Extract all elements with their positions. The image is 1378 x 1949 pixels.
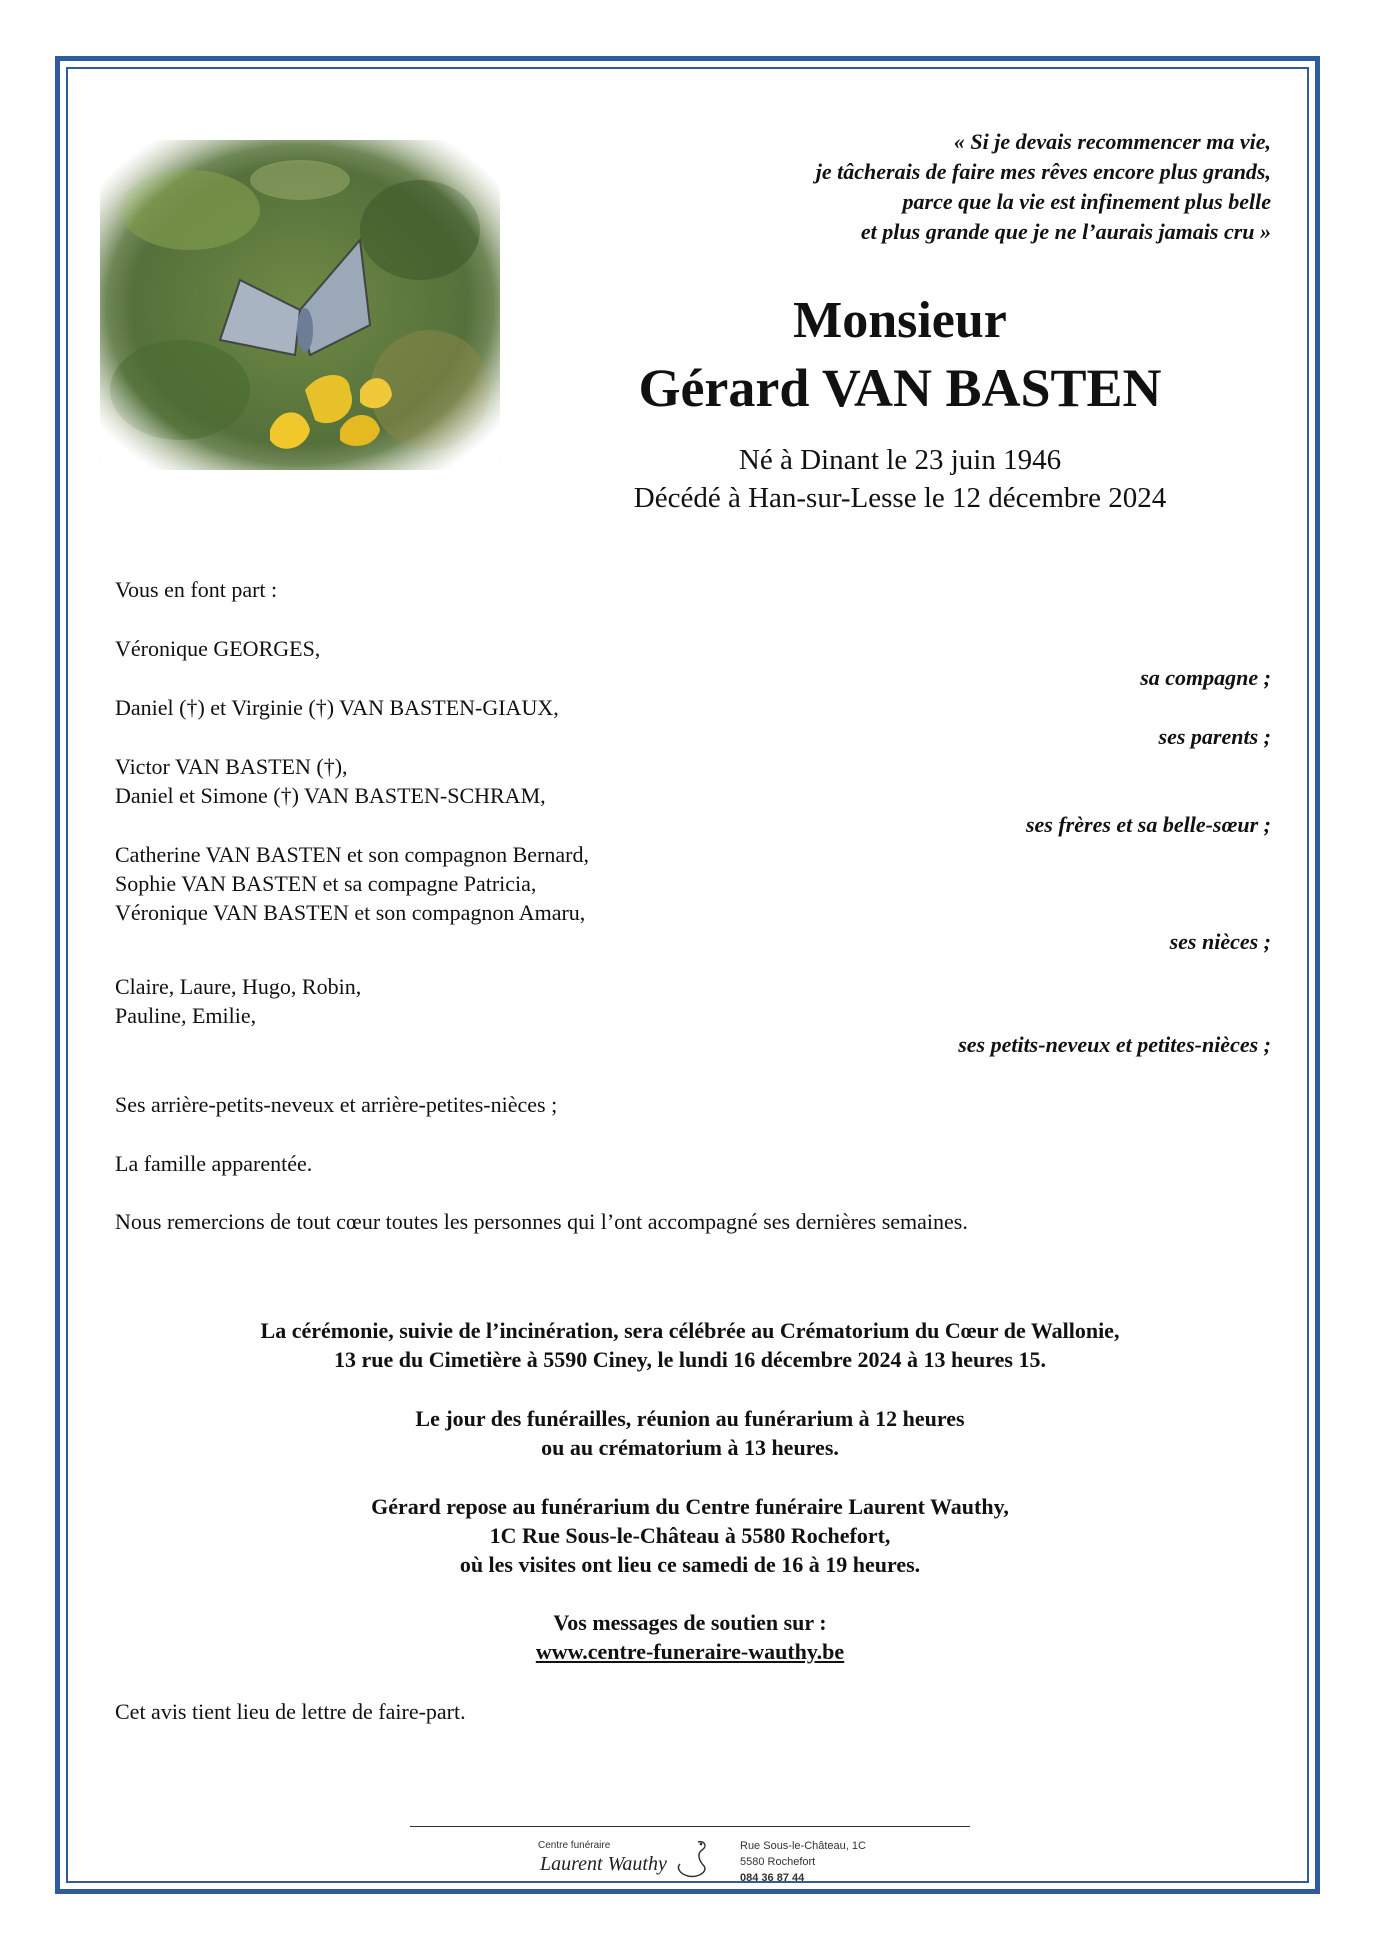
quote-line: parce que la vie est infinement plus belle — [902, 189, 1271, 214]
quote-line: et plus grande que je ne l’aurais jamais cru » — [860, 219, 1271, 244]
visitation-line: 1C Rue Sous-le-Château à 5580 Rochefort, — [489, 1523, 891, 1548]
sibling-name: Daniel et Simone (†) VAN BASTEN-SCHRAM, — [115, 783, 546, 808]
address-city: 5580 Rochefort — [740, 1856, 816, 1868]
visitation-line: où les visites ont lieu ce samedi de 16 à 19 heures. — [459, 1552, 921, 1577]
quote-line: je tâcherais de faire mes rêves encore plus grands, — [815, 159, 1271, 184]
nieces-relation: ses nièces ; — [1169, 929, 1271, 954]
messages-label: Vos messages de soutien sur : — [553, 1610, 827, 1635]
closing-note: Cet avis tient lieu de lettre de faire-part. — [115, 1699, 466, 1724]
honorific: Monsieur — [793, 292, 1007, 349]
address-phone: 084 36 87 44 — [740, 1872, 805, 1884]
logo-wordmark: Laurent Wauthy — [540, 1853, 667, 1875]
ceremony-info — [115, 1316, 1265, 1374]
meeting-line: ou au crématorium à 13 heures. — [541, 1435, 839, 1460]
footer-address — [740, 1838, 866, 1886]
niece-name: Véronique VAN BASTEN et son compagnon Amaru, — [115, 900, 586, 925]
extended-family: La famille apparentée. — [115, 1151, 313, 1176]
messages-info — [115, 1608, 1265, 1666]
meeting-line: Le jour des funérailles, réunion au funérarium à 12 heures — [415, 1406, 965, 1431]
grandniece-names: Claire, Laure, Hugo, Robin, — [115, 974, 362, 999]
niece-name: Sophie VAN BASTEN et sa compagne Patricia, — [115, 871, 537, 896]
footer-divider — [410, 1826, 970, 1827]
partner-name: Véronique GEORGES, — [115, 636, 321, 661]
great-grandnieces: Ses arrière-petits-neveux et arrière-petites-nièces ; — [115, 1092, 558, 1117]
birth-line: Né à Dinant le 23 juin 1946 — [738, 444, 1062, 476]
ceremony-line: La cérémonie, suivie de l’incinération, sera célébrée au Crématorium du Cœur de Wallonie, — [260, 1318, 1120, 1343]
ceremony-line: 13 rue du Cimetière à 5590 Ciney, le lundi 16 décembre 2024 à 13 heures 15. — [334, 1347, 1046, 1372]
parents-names: Daniel (†) et Virginie (†) VAN BASTEN-GIAUX, — [115, 695, 559, 720]
partner-relation: sa compagne ; — [1140, 665, 1271, 690]
parents-relation: ses parents ; — [1158, 724, 1271, 749]
epigraph-quote — [651, 127, 1271, 247]
address-street: Rue Sous-le-Château, 1C — [740, 1840, 866, 1852]
website-link[interactable]: www.centre-funeraire-wauthy.be — [535, 1639, 845, 1664]
logo-caption: Centre funéraire — [538, 1840, 611, 1851]
life-dates — [560, 441, 1240, 517]
visitation-line: Gérard repose au funérarium du Centre funéraire Laurent Wauthy, — [371, 1494, 1009, 1519]
niece-name: Catherine VAN BASTEN et son compagnon Bernard, — [115, 842, 589, 867]
intro-text: Vous en font part : — [115, 577, 278, 602]
visitation-info — [115, 1492, 1265, 1579]
sibling-name: Victor VAN BASTEN (†), — [115, 754, 348, 779]
siblings-relation: ses frères et sa belle-sœur ; — [1025, 812, 1271, 837]
swan-logo-icon — [670, 1836, 714, 1882]
death-line: Décédé à Han-sur-Lesse le 12 décembre 2024 — [633, 482, 1167, 514]
meeting-info — [115, 1404, 1265, 1462]
grandnieces-relation: ses petits-neveux et petites-nièces ; — [958, 1032, 1271, 1057]
deceased-name: Gérard VAN BASTEN — [638, 358, 1162, 418]
quote-line: « Si je devais recommencer ma vie, — [953, 129, 1271, 154]
grandniece-names: Pauline, Emilie, — [115, 1003, 257, 1028]
thanks-text: Nous remercions de tout cœur toutes les personnes qui l’ont accompagné ses dernières semaines. — [115, 1209, 968, 1234]
butterfly-photo — [100, 140, 500, 470]
